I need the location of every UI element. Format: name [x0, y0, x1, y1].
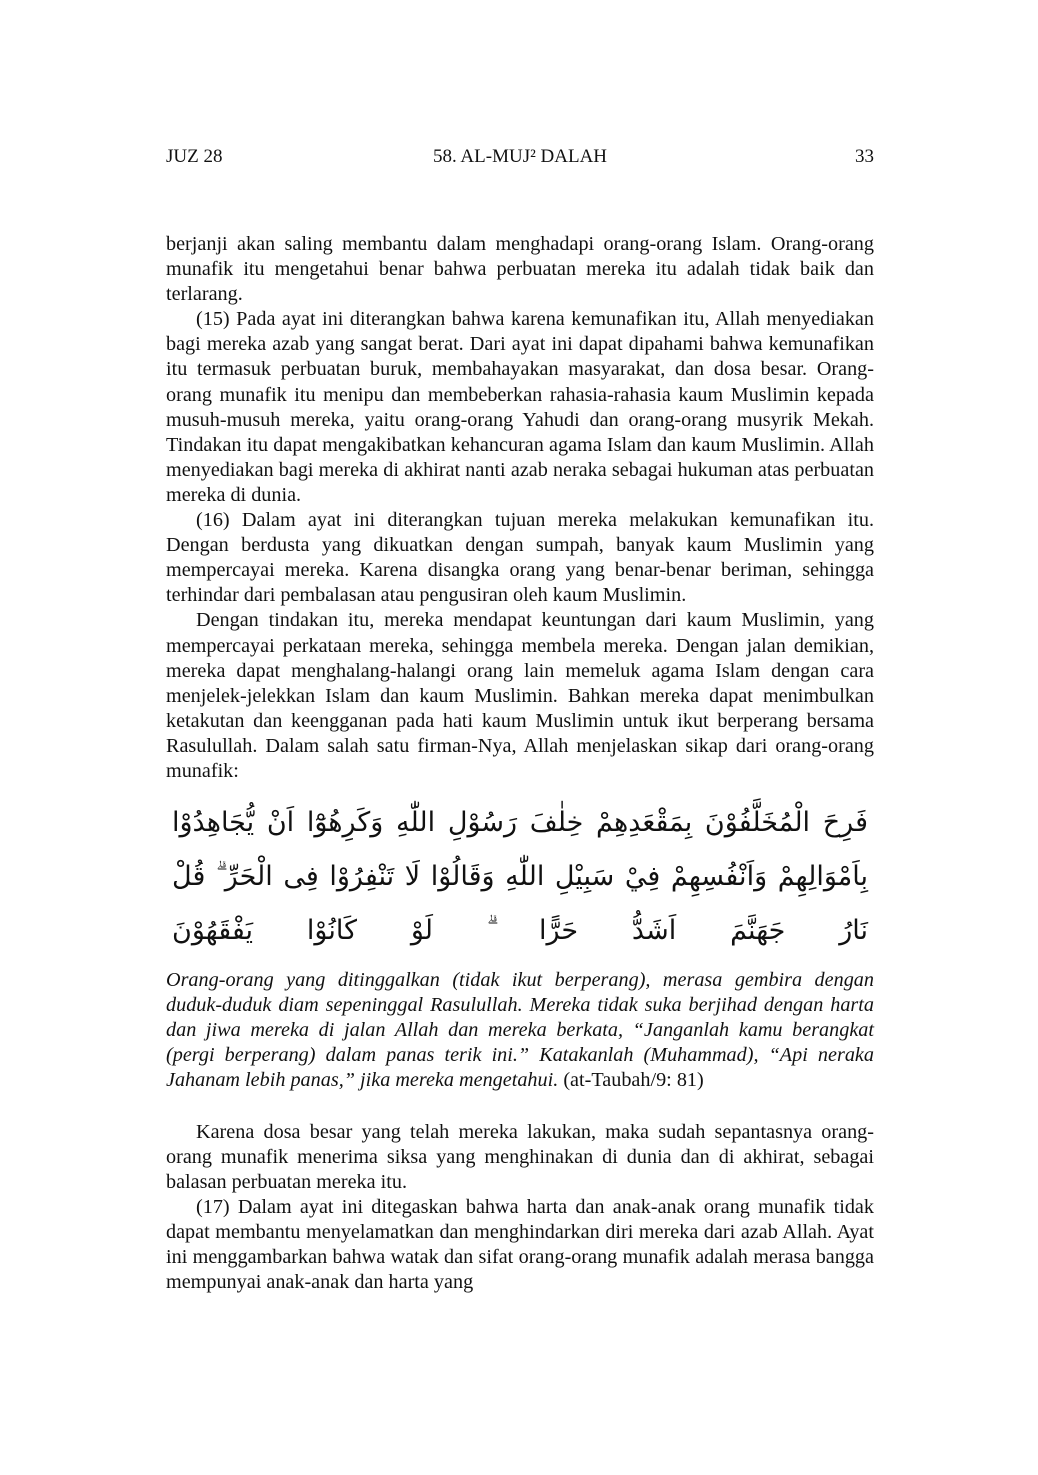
verse-reference: (at-Taubah/9: 81)	[558, 1069, 704, 1092]
juz-label: JUZ 28	[166, 146, 223, 167]
running-header	[166, 146, 874, 172]
paragraph: berjanji akan saling membantu dalam menghadapi orang-orang Islam. Orang-orang munafik itu mengetahui benar bahwa perbuatan mereka itu adalah tidak baik dan terlarang.	[166, 233, 874, 306]
paragraph: (16) Dalam ayat ini diterangkan tujuan mereka melakukan kemunafikan itu. Dengan berdusta yang dikuatkan dengan sumpah, banyak kaum Muslimin yang mempercayai mereka. Karena disangka orang yang benar-benar beriman, sehingga terhindar dari pembalasan atau pengusiran oleh kaum Muslimin.	[166, 509, 874, 607]
translation-text: Orang-orang yang ditinggalkan (tidak ikut berperang), merasa gembira dengan duduk-duduk diam sepeninggal Rasulullah. Mereka tidak suka berjihad dengan harta dan jiwa mereka di jalan Allah dan mereka berkata, “Janganlah kamu berangkat (pergi berperang) dalam panas terik ini.” Katakanlah (Muhammad), “Api neraka Jahanam lebih panas,” jika mereka mengetahui.	[166, 969, 874, 1092]
paragraph: (15) Pada ayat ini diterangkan bahwa karena kemunafikan itu, Allah menyediakan bagi mereka azab yang sangat berat. Dari ayat ini dapat dipahami bahwa kemunafikan itu termasuk perbuatan buruk, membahayakan masyarakat, dan dosa besar. Orang-orang munafik itu menipu dan membeberkan rahasia-rahasia kaum Muslimin kepada musuh-musuh mereka, yaitu orang-orang Yahudi dan orang-orang musyrik Mekah. Tindakan itu dapat mengakibatkan kehancuran agama Islam dan kaum Muslimin. Allah menyediakan bagi mereka di akhirat nanti azab neraka sebagai hukuman atas perbuatan mereka di dunia.	[166, 308, 874, 506]
paragraph: Karena dosa besar yang telah mereka lakukan, maka sudah sepantasnya orang-orang munafik menerima siksa yang menghinakan di dunia dan di akhirat, sebagai balasan perbuatan mereka itu.	[166, 1120, 874, 1193]
surah-title: 58. AL-MUJ² DALAH	[432, 146, 608, 167]
paragraph: Dengan tindakan itu, mereka mendapat keuntungan dari kaum Muslimin, yang mempercayai perkataan mereka, sehingga membela mereka. Dengan jalan demikian, mereka dapat menghalang-halangi orang lain memeluk agama Islam dengan cara menjelek-jelekkan Islam dan kaum Muslimin. Bahkan mereka dapat menimbulkan ketakutan dan keengganan pada hati kaum Muslimin untuk ikut berperang bersama Rasulullah. Dalam salah satu firman-Nya, Allah menjelaskan sikap dari orang-orang munafik:	[166, 609, 874, 782]
paragraph: (17) Dalam ayat ini ditegaskan bahwa harta dan anak-anak orang munafik tidak dapat membantu menyelamatkan dan menghindarkan diri mereka dari azab Allah. Ayat ini menggambarkan bahwa watak dan sifat orang-orang munafik adalah merasa bangga mempunyai anak-anak dan harta yang	[166, 1195, 874, 1294]
page-number: 33	[855, 146, 874, 167]
verse-translation	[166, 968, 874, 1093]
page-body	[166, 232, 874, 1295]
quran-verse-arabic: فَرِحَ الْمُخَلَّفُوْنَ بِمَقْعَدِهِمْ خِلٰفَ رَسُوْلِ اللّٰهِ وَكَرِهُوْٓا اَنْ يُّجَاهِدُوْا بِاَمْوَالِهِمْ وَاَنْفُسِهِمْ فِيْ سَبِيْلِ اللّٰهِ وَقَالُوْا لَا تَنْفِرُوْا فِى الْحَرِّ ۗ قُلْ نَارُ جَهَنَّمَ اَشَدُّ حَرًّا ۗ لَوْ كَانُوْا يَفْقَهُوْنَ	[172, 807, 868, 947]
spacer	[166, 1094, 874, 1120]
